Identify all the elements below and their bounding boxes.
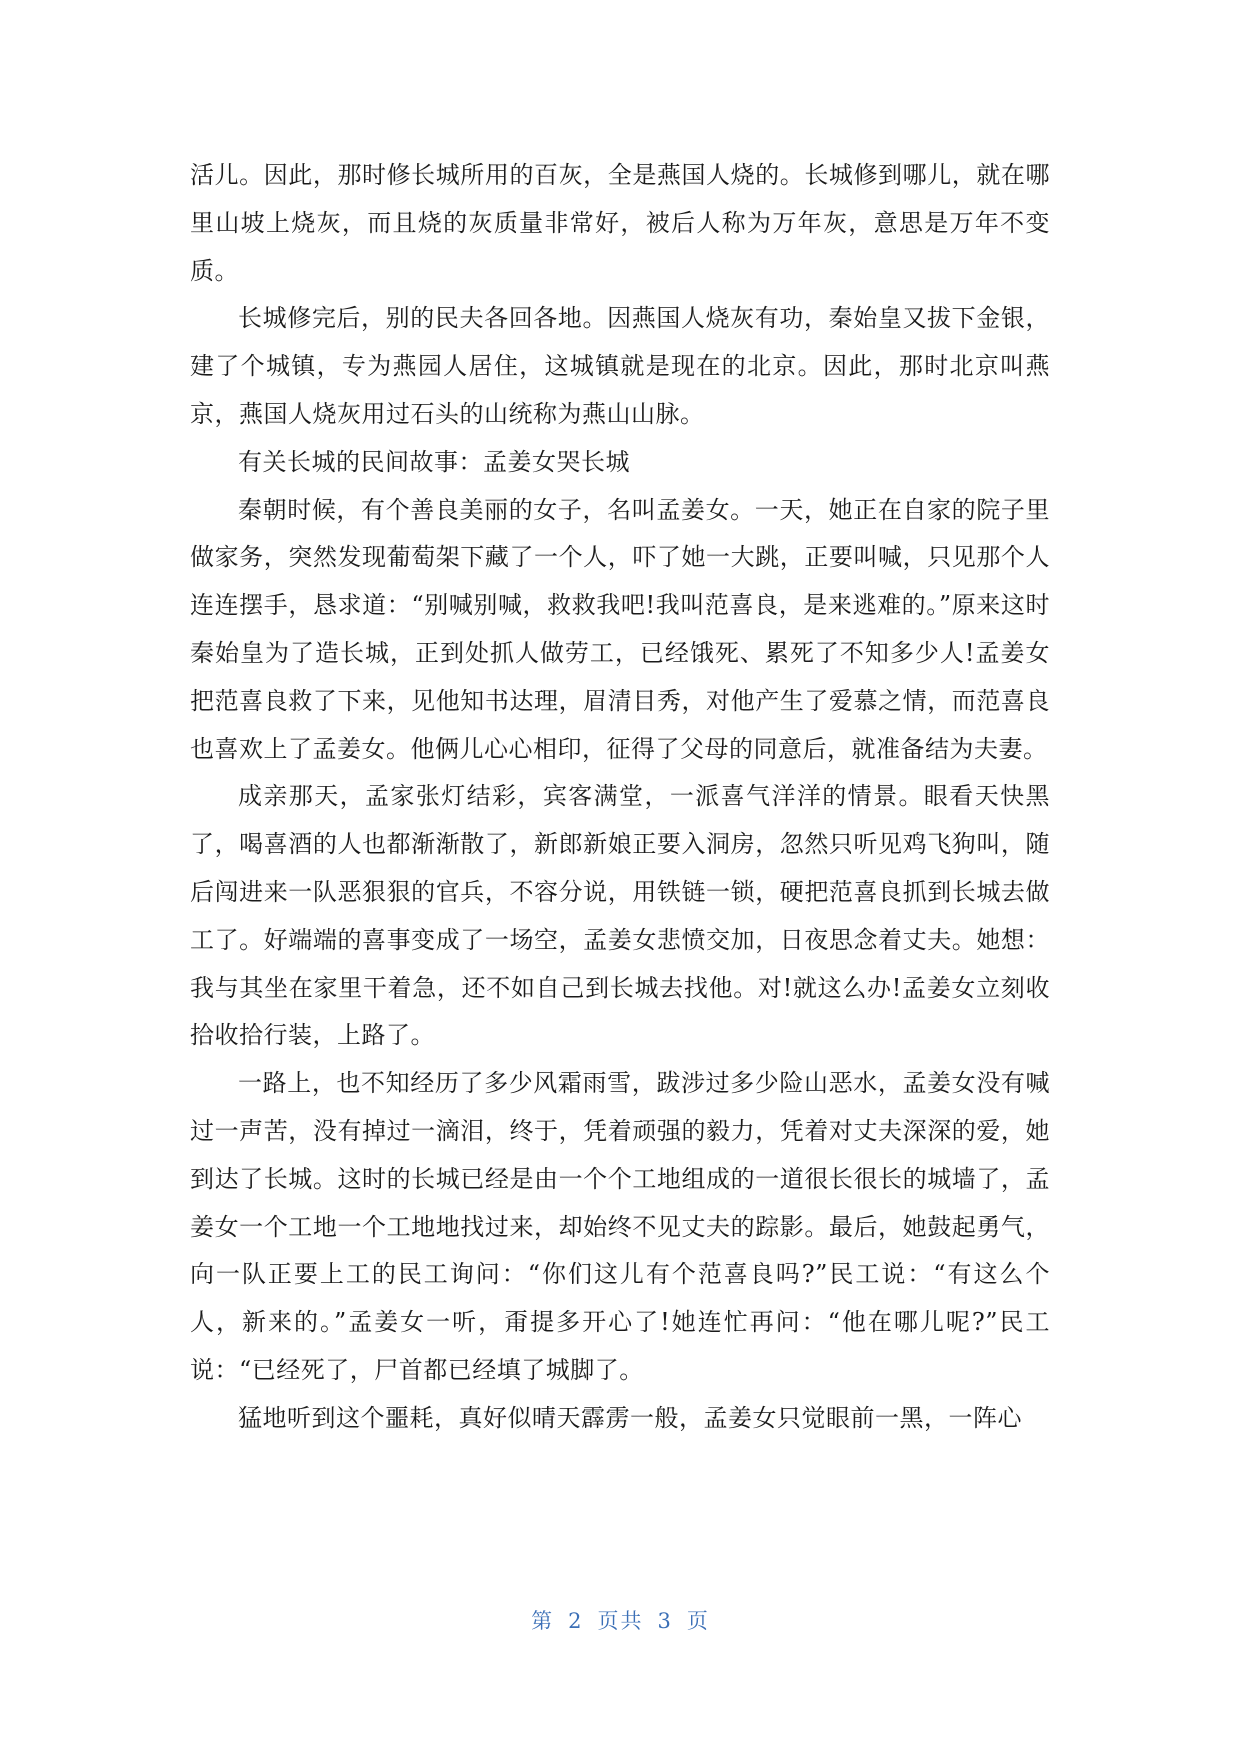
footer-total-pages: 3 <box>657 1609 673 1633</box>
paragraph: 一路上，也不知经历了多少风霜雨雪，跋涉过多少险山恶水，孟姜女没有喊过一声苦，没有掉过一滴泪，终于，凭着顽强的毅力，凭着对丈夫深深的爱，她到达了长城。这时的长城已经是由一个个工地组成的一道很长很长的城墙了，孟姜女一个工地一个工地地找过来，却始终不见丈夫的踪影。最后，她鼓起勇气，向一队正要上工的民工询问：“你们这儿有个范喜良吗?”民工说：“有这么个人，新来的。”孟姜女一听，甭提多开心了!她连忙再问：“他在哪儿呢?”民工说：“已经死了，尸首都已经填了城脚了。 <box>190 1069 1050 1384</box>
paragraph: 秦朝时候，有个善良美丽的女子，名叫孟姜女。一天，她正在自家的院子里做家务，突然发现葡萄架下藏了一个人，吓了她一大跳，正要叫喊，只见那个人连连摆手，恳求道：“别喊别喊，救救我吧!我叫范喜良，是来逃难的。”原来这时秦始皇为了造长城，正到处抓人做劳工，已经饿死、累死了不知多少人!孟姜女把范喜良救了下来，见他知书达理，眉清目秀，对他产生了爱慕之情，而范喜良也喜欢上了孟姜女。他俩儿心心相印，征得了父母的同意后，就准备结为夫妻。 <box>190 495 1050 763</box>
paragraph: 猛地听到这个噩耗，真好似晴天霹雳一般，孟姜女只觉眼前一黑，一阵心 <box>238 1403 1022 1432</box>
section-heading: 有关长城的民间故事：孟姜女哭长城 <box>238 447 630 476</box>
paragraph: 长城修完后，别的民夫各回各地。因燕国人烧灰有功，秦始皇又拔下金银，建了个城镇，专为燕园人居住，这城镇就是现在的北京。因此，那时北京叫燕京，燕国人烧灰用过石头的山统称为燕山山脉。 <box>190 304 1050 428</box>
paragraph-continuation: 活儿。因此，那时修长城所用的百灰，全是燕国人烧的。长城修到哪儿，就在哪里山坡上烧灰，而且烧的灰质量非常好，被后人称为万年灰，意思是万年不变质。 <box>190 161 1050 285</box>
page-footer <box>0 1605 1241 1635</box>
paragraph: 成亲那天，孟家张灯结彩，宾客满堂，一派喜气洋洋的情景。眼看天快黑了，喝喜酒的人也都渐渐散了，新郎新娘正要入洞房，忽然只听见鸡飞狗叫，随后闯进来一队恶狠狠的官兵，不容分说，用铁链一锁，硬把范喜良抓到长城去做工了。好端端的喜事变成了一场空，孟姜女悲愤交加，日夜思念着丈夫。她想：我与其坐在家里干着急，还不如自己到长城去找他。对!就这么办!孟姜女立刻收拾收拾行装，上路了。 <box>190 782 1050 1050</box>
footer-middle: 页共 <box>597 1609 644 1633</box>
footer-current-page: 2 <box>568 1609 584 1633</box>
footer-suffix: 页 <box>686 1609 710 1633</box>
document-body <box>190 152 1050 1443</box>
footer-prefix: 第 <box>531 1609 555 1633</box>
